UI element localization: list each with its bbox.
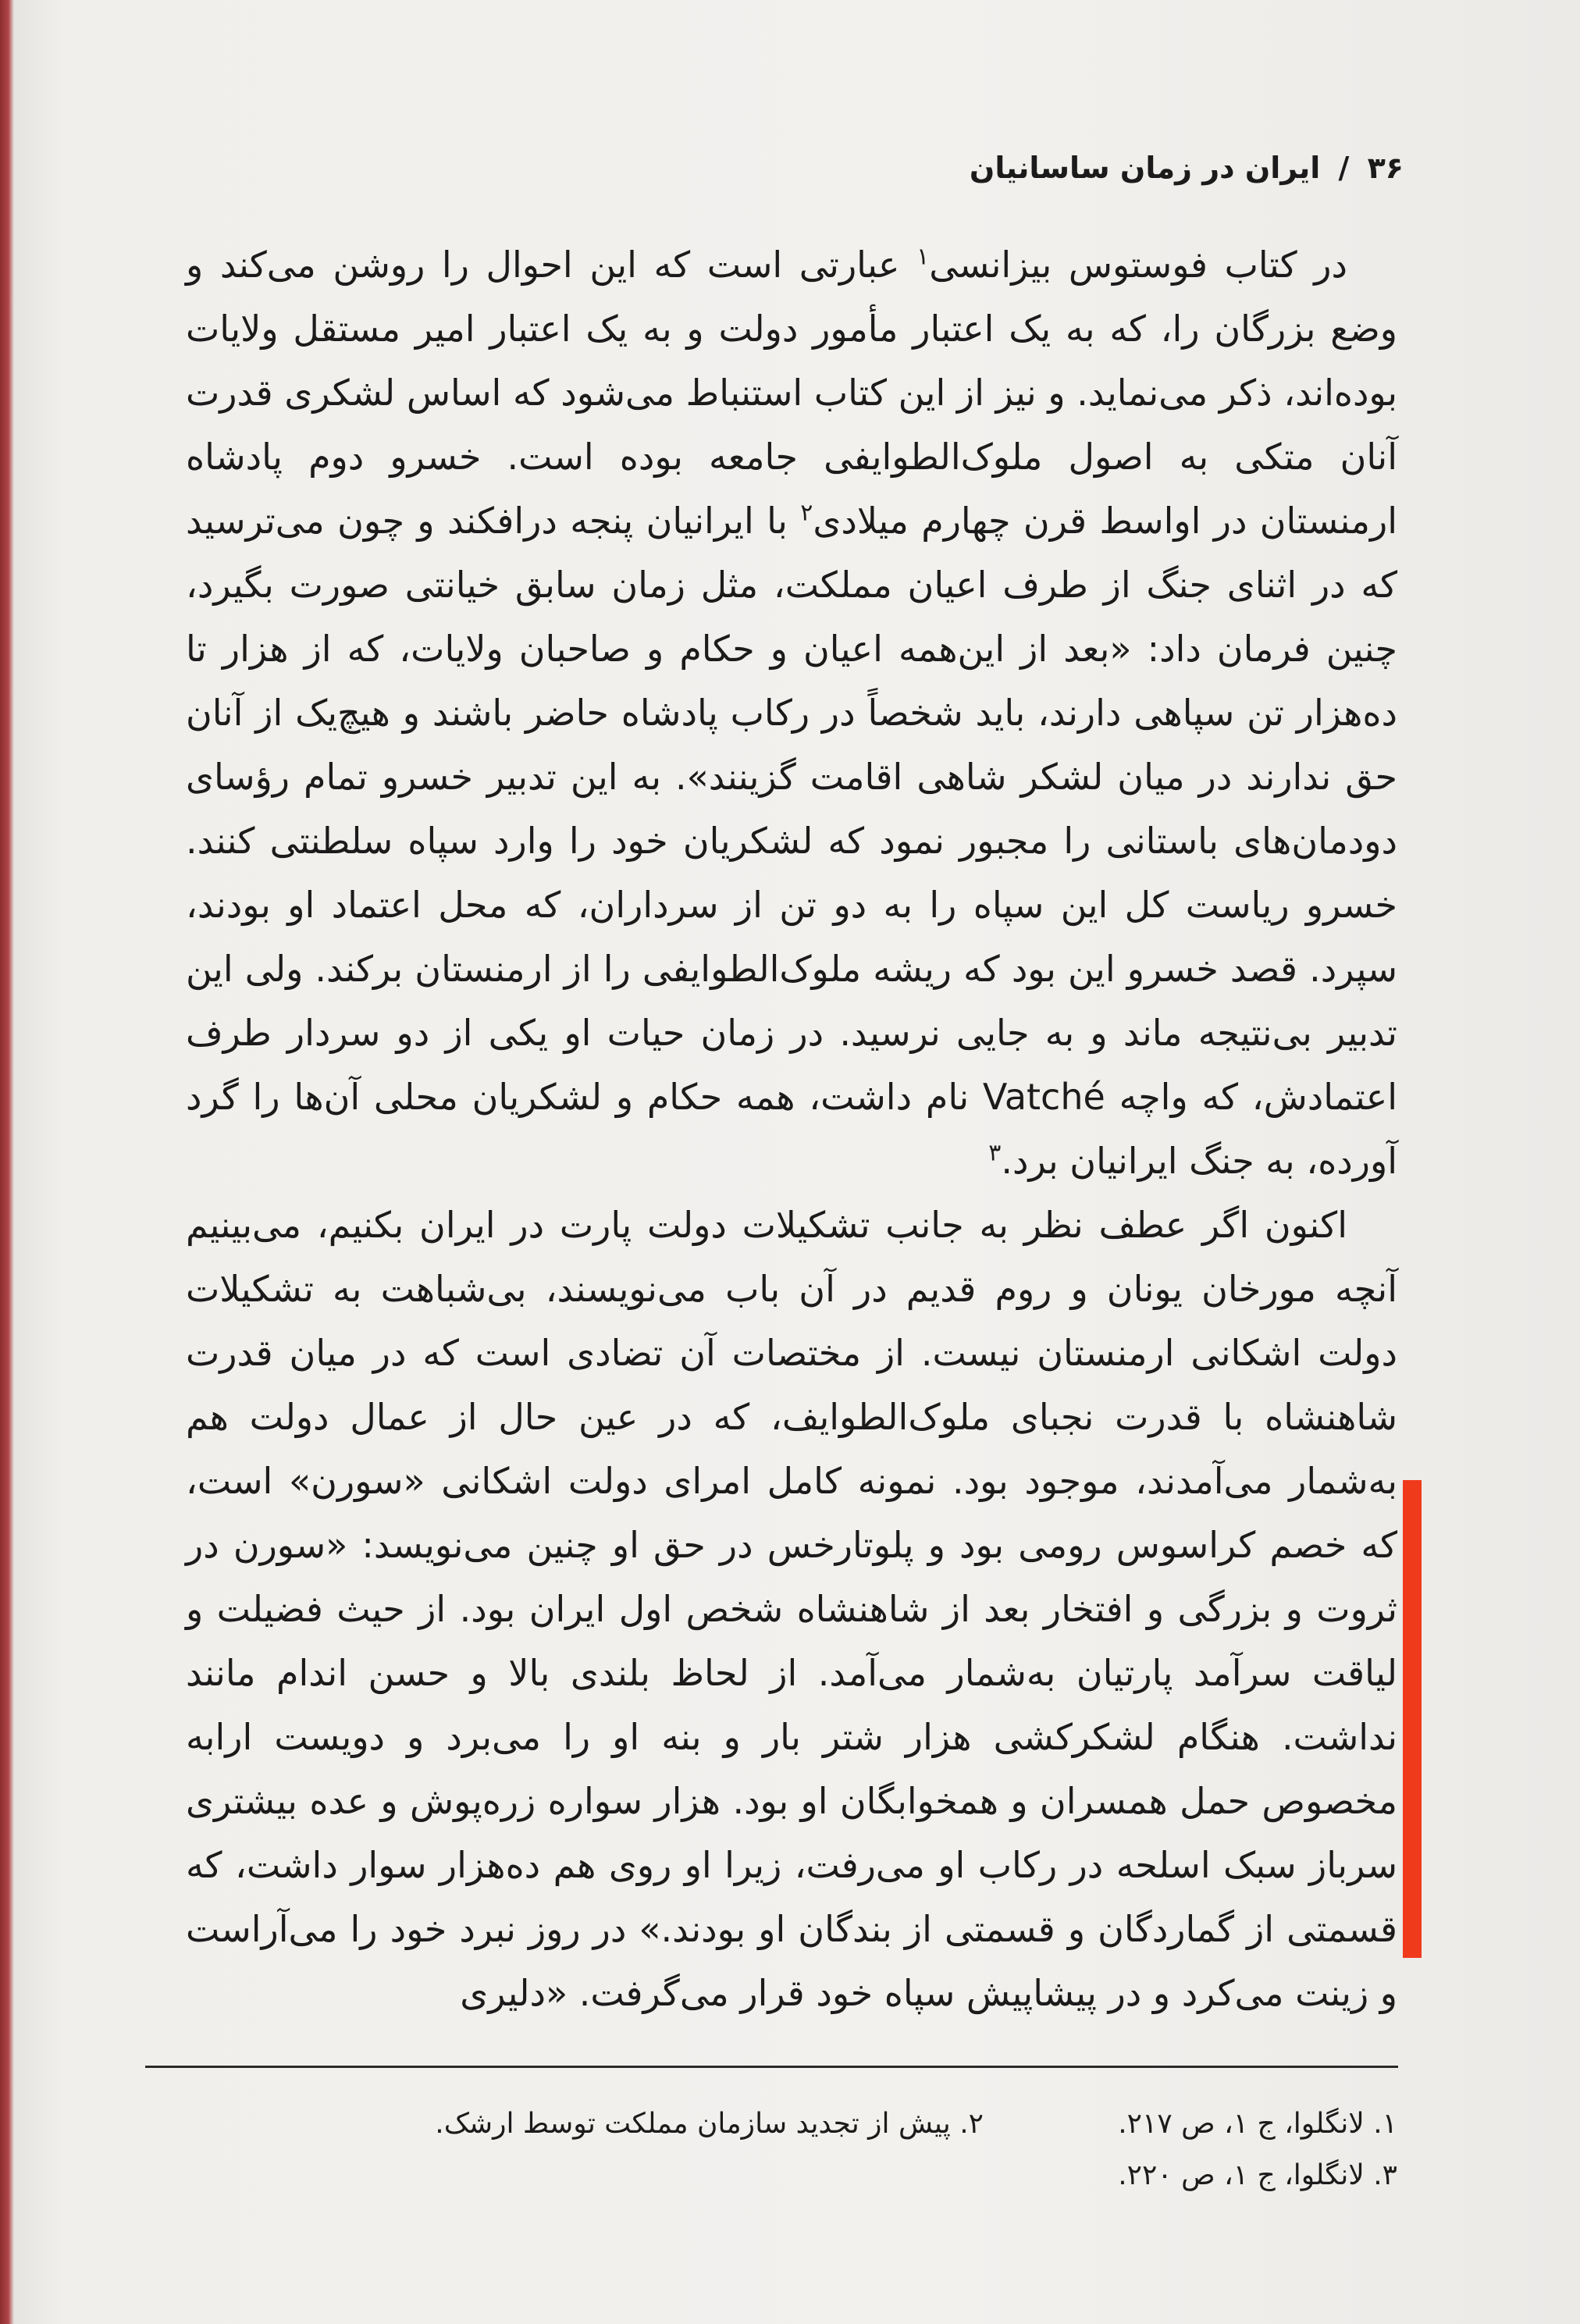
highlight-marker	[1403, 1480, 1422, 1958]
footnote-2: ۲. پیش از تجدید سازمان مملکت توسط ارشک.	[435, 2108, 984, 2140]
paragraph-1	[186, 233, 1397, 1193]
paragraph-2: اکنون اگر عطف نظر به جانب تشکیلات دولت پارت در ایران بکنیم، می‌بینیم آنچه مورخان یونان و روم قدیم در آن باب می‌نویسند، بی‌شباهت به تشکیلات دولت اشکانی ارمنستان نیست. از مختصات آن تضادی است که در میان قدرت شاهنشاه با قدرت نجبای ملوک‌الطوایف، که در عین حال از عمال دولت هم به‌شمار می‌آمدند، موجود بود. نمونه کامل امرای دولت اشکانی «سورن» است، که خصم کراسوس رومی بود و پلوتارخس در حق او چنین می‌نویسد: «سورن در ثروت و بزرگی و افتخار بعد از شاهنشاه شخص اول ایران بود. از حیث فضیلت و لیاقت سرآمد پارتیان به‌شمار می‌آمد. از لحاظ بلندی بالا و حسن اندام مانند نداشت. هنگام لشکرکشی هزار شتر بار و بنه او را می‌برد و دویست ارابه مخصوص حمل همسران و همخوابگان او بود. هزار سواره زره‌پوش و عده بیشتری سرباز سبک اسلحه در رکاب او می‌رفت، زیرا او روی هم ده‌هزار سوار داشت، که قسمتی از گماردگان و قسمتی از بندگان او بودند.» در روز نبرد خود را می‌آراست و زینت می‌کرد و در پیشاپیش سپاه خود قرار می‌گرفت. «دلیری	[186, 1204, 1397, 2014]
footnote-ref-2: ۲	[800, 499, 813, 527]
header-separator: /	[1338, 151, 1350, 185]
footnote-3: ۳. لانگلوا، ج ۱، ص ۲۲۰.	[1118, 2159, 1397, 2191]
footnote-row-2	[435, 2150, 1397, 2201]
footnote-ref-3: ۳	[988, 1139, 1002, 1167]
page-number: ۳۶	[1367, 151, 1404, 185]
paragraph-1-text-b: عبارتی است که این احوال را روشن می‌کند و وضع بزرگان را، که به یک اعتبار مأمور دولت و به یک اعتبار امیر مستقل ولایات بوده‌اند، ذکر می‌نماید. و نیز از این کتاب استنباط می‌شود که اساس لشکری قدرت آنان متکی به اصول ملوک‌الطوایفی جامعه بوده است. خسرو دوم پادشاه ارمنستان در اواسط قرن چهارم میلادی	[186, 244, 1397, 542]
footnote-1: ۱. لانگلوا، ج ۱، ص ۲۱۷.	[1118, 2108, 1397, 2140]
paragraph-1-text-a: در کتاب فوستوس بیزانسی	[929, 244, 1347, 286]
page-edge	[0, 0, 14, 2324]
footnote-divider	[145, 2066, 1398, 2068]
footnote-row-1	[435, 2098, 1397, 2150]
paragraph-1-text-c: با ایرانیان پنجه درافکند و چون می‌ترسید که در اثنای جنگ از طرف اعیان مملکت، مثل زمان سابق خیانتی صورت بگیرد، چنین فرمان داد: «بعد از این‌همه اعیان و حکام و صاحبان ولایات، که از هزار تا ده‌هزار تن سپاهی دارند، باید شخصاً در رکاب پادشاه حاضر باشند و هیچ‌یک از آنان حق ندارند در میان لشکر شاهی اقامت گزینند». به این تدبیر خسرو تمام رؤسای دودمان‌های باستانی را مجبور نمود که لشکریان خود را وارد سپاه سلطنتی کنند. خسرو ریاست کل این سپاه را به دو تن از سرداران، که محل اعتماد او بودند، سپرد. قصد خسرو این بود که ریشه ملوک‌الطوایفی را از ارمنستان برکند. ولی این تدبیر بی‌نتیجه ماند و به جایی نرسید. در زمان حیات او یکی از دو سردار طرف اعتمادش، که واچه Vatché نام داشت، همه حکام و لشکریان محلی آن‌ها را گرد آورده، به جنگ ایرانیان برد.	[186, 500, 1397, 1182]
footnote-ref-1: ۱	[916, 243, 930, 271]
body-text	[186, 233, 1397, 2025]
footnotes	[435, 2098, 1397, 2201]
running-head	[970, 144, 1404, 191]
book-title: ایران در زمان ساسانیان	[969, 151, 1321, 185]
